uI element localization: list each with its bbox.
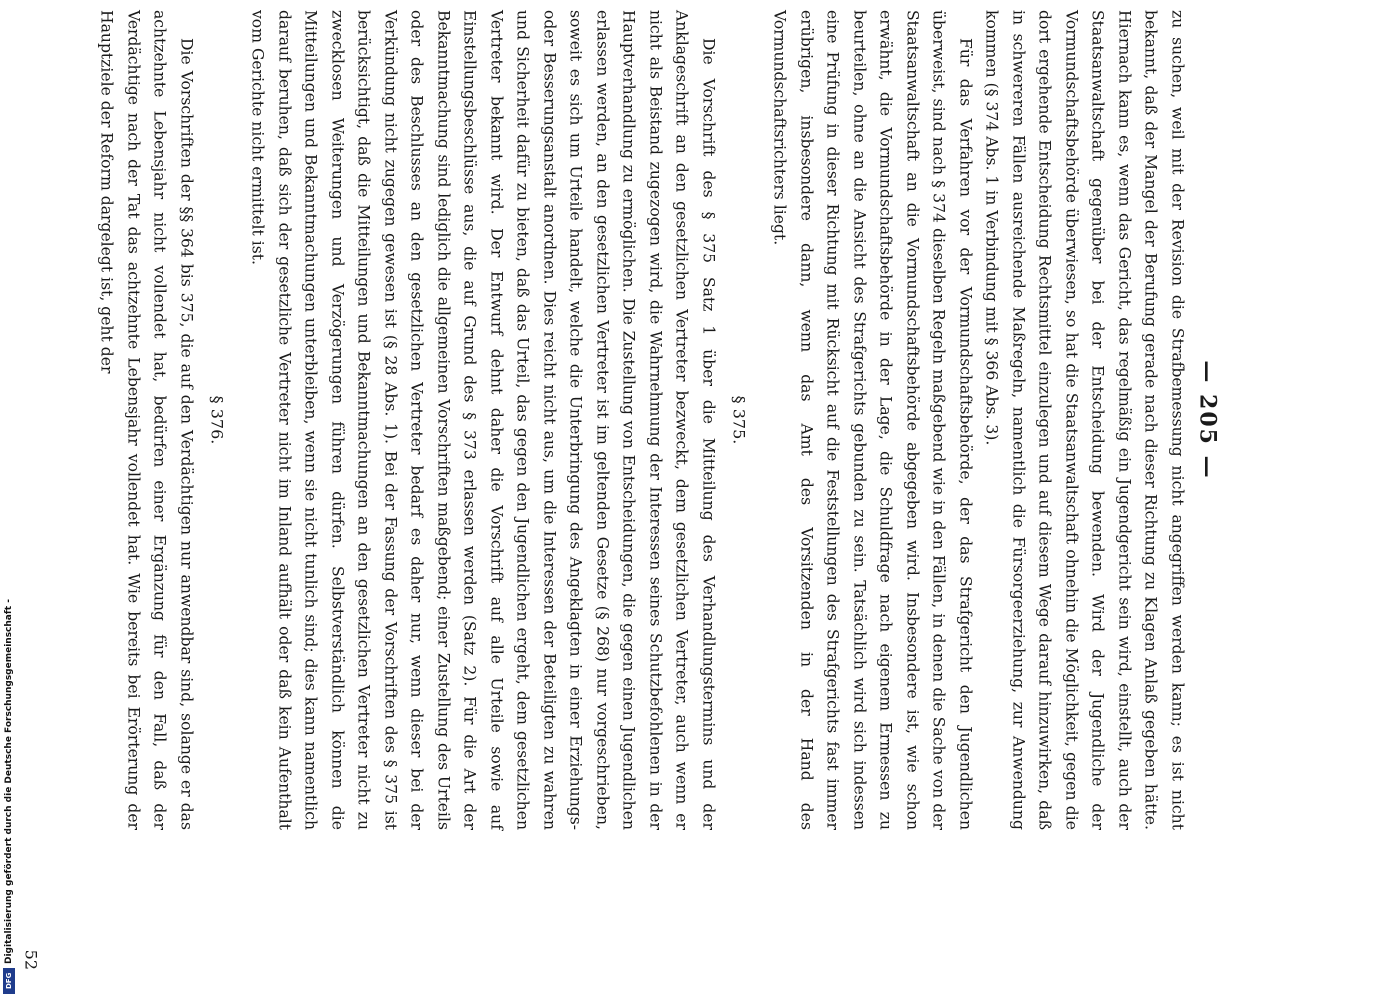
- section-375: [245, 10, 753, 830]
- paragraph: Die Vorschriften der §§ 364 bis 375, die auf den Verdächtigen nur anwendbar sind, solange er das achtzehnte Lebensjahr nicht vollendet hat, bedürfen einer Ergänzung für den Fall, daß der Verdächtige nach der Tat das achtzehnte Lebensjahr vollendet hat. Wie bereits bei Erörterung der Hauptziele der Reform dargelegt ist, geht der: [98, 10, 196, 830]
- section-heading: § 376.: [207, 395, 227, 445]
- paragraph: Für das Verfahren vor der Vormundschaftsbehörde, der das Strafgericht den Jugendlichen überweist, sind nach § 374 dieselben Regeln maßgebend wie in den Fällen, in denen die Sache von der Staatsanwaltschaft an die Vormundschaftsbehörde abgegeben wird. Insbesondere ist, wie schon erwähnt, die Vormundschaftsbehörde in der Lage, die Schuldfrage nach eigenem Ermessen zu beurteilen, ohne an die Ansicht des Strafgerichts gebunden zu sein. Tatsächlich wird sich indessen eine Prüfung in dieser Richtung mit Rücksicht auf die Feststellungen des Strafgerichts fast immer erübrigen, insbesondere dann, wenn das Amt des Vorsitzenden in der Hand des Vormundschaftsrichters liegt.: [771, 10, 975, 830]
- digitization-credit: [3, 599, 15, 994]
- paragraph: Die Vorschrift des § 375 Satz 1 über die Mitteilung des Verhandlungstermins und der Anklageschrift an den gesetzlichen Vertreter bezweckt, dem gesetzlichen Vertreter, auch wenn er nicht als Beistand zugezogen wird, die Wahrnehmung der Interessen seines Schutzbefohlenen in der Hauptverhandlung zu ermöglichen. Die Zustellung von Entscheidungen, die gegen einen Jugendlichen erlassen werden, an den gesetzlichen Vertreter ist im geltenden Gesetze (§ 268) nur vorgeschrieben, soweit es sich um Urteile handelt, welche die Unterbringung des Angeklagten in einer Erziehungs- oder Besserungsanstalt anordnen. Dies reicht nicht aus, um die Interessen der Beteiligten zu wahren und Sicherheit dafür zu bieten, daß das Urteil, das gegen den Jugendlichen ergeht, dem gesetzlichen Vertreter bekannt wird. Der Entwurf dehnt daher die Vorschrift auf alle Urteile sowie auf Einstellungsbeschlüsse aus, die auf Grund des § 373 erlassen werden (Satz 2). Für die Art der Bekanntmachung sind lediglich die allgemeinen Vorschriften maßgebend; einer Zustellung des Urteils oder des Beschlusses an den gesetzlichen Vertreter bedarf es daher nur, wenn dieser bei der Verkündung nicht zugegen gewesen ist (§ 28 Abs. 1). Bei der Fassung der Vorschriften des § 375 ist berücksichtigt, daß die Mitteilungen und Bekanntmachungen an den gesetzlichen Vertreter nicht zu zwecklosen Weiterungen und Verzögerungen führen dürfen. Selbstverständlich können die Mitteilungen und Bekanntmachungen unterbleiben, wenn sie nicht tunlich sind; dies kann namentlich darauf beruhen, daß sich der gesetzliche Vertreter nicht im Inland aufhält oder daß kein Aufenthalt vom Gerichte nicht ermittelt ist.: [249, 10, 718, 830]
- signature-number: 52: [21, 949, 41, 970]
- section-376: [94, 10, 231, 830]
- page-number: — 205 —: [1194, 360, 1221, 480]
- section-intro: [767, 10, 1191, 830]
- paragraph: zu suchen, weil mit der Revision die Strafbemessung nicht angegriffen werden kann; es ist nicht bekannt, daß der Mangel der Berufung gerade nach dieser Richtung zu Klagen Anlaß gegeben hätte. Hiernach kann es, wenn das Gericht, das regelmäßig ein Jugendgericht sein wird, einstellt, auch der Staatsanwaltschaft gegenüber bei der Entscheidung bewenden. Wird der Jugendliche der Vormundschaftsbehörde überwiesen, so hat die Staatsanwaltschaft ohnehin die Möglichkeit, gegen die dort ergehende Entscheidung Rechtsmittel einzulegen und auf diesem Wege darauf hinzuwirken, daß in schwereren Fällen ausreichende Maßregeln, namentlich die Fürsorgeerziehung, zur Anwendung kommen (§ 374 Abs. 1 in Verbindung mit § 366 Abs. 3).: [983, 10, 1187, 830]
- page-body: [94, 10, 1223, 830]
- credit-text: Digitalisierung gefördert durch die Deutsche Forschungsgemeinschaft -: [4, 599, 14, 964]
- dfg-logo-icon: DFG: [3, 968, 15, 994]
- section-heading: § 375.: [729, 395, 749, 445]
